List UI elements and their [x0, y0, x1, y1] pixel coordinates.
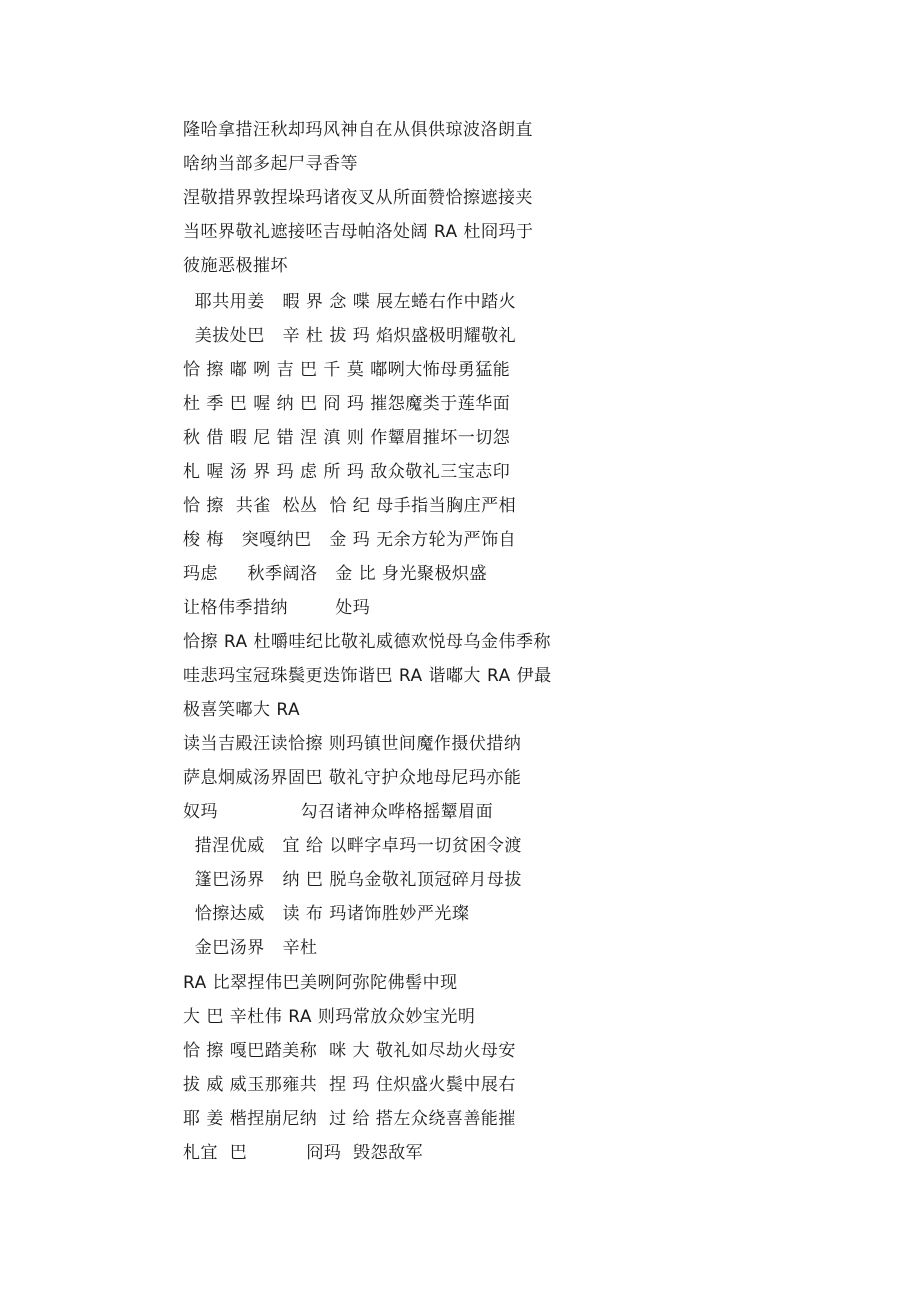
text-line: 啥纳当部多起尸寻香等 [183, 154, 358, 174]
text-line: 札宜 巴 冏玛 毁怨敌军 [183, 1143, 424, 1163]
text-line: 梭 梅 突嘎纳巴 金 玛 无余方轮为严饰自 [183, 530, 517, 550]
text-line: 恰擦 RA 杜嚼哇纪比敬礼威德欢悦母乌金伟季称 [183, 632, 552, 652]
text-line: 拔 威 威玉那雍共 捏 玛 住炽盛火鬓中展右 [183, 1075, 516, 1095]
text-line: 奴玛 勾召诸神众哗格摇颦眉面 [183, 802, 494, 822]
text-line: RA 比翠捏伟巴美咧阿弥陀佛髻中现 [183, 973, 458, 993]
text-line: 让格伟季措纳 处玛 [183, 598, 371, 618]
text-line: 措涅优威 宜 给 以畔字卓玛一切贫困令渡 [183, 836, 522, 856]
text-line: 耶共用姜 暇 界 念 喋 展左蜷右作中踏火 [183, 292, 517, 312]
text-line: 美拔处巴 辛 杜 拔 玛 焰炽盛极明耀敬礼 [183, 326, 517, 346]
text-line: 大 巴 辛杜伟 RA 则玛常放众妙宝光明 [183, 1007, 476, 1027]
text-line: 金巴汤界 辛杜 [183, 938, 318, 958]
text-line: 极喜笑嘟大 RA [183, 700, 301, 720]
text-line: 秋 借 暇 尼 错 涅 滇 则 作颦眉摧坏一切怨 [183, 428, 511, 448]
text-line: 彼施恶极摧坏 [183, 256, 288, 276]
text-line: 恰 擦 嘎巴踏美称 咪 大 敬礼如尽劫火母安 [183, 1041, 516, 1061]
text-line: 恰 擦 嘟 咧 吉 巴 千 莫 嘟咧大怖母勇猛能 [183, 360, 511, 380]
text-line: 哇悲玛宝冠珠鬓更迭饰谐巴 RA 谐嘟大 RA 伊最 [183, 666, 552, 686]
text-line: 耶 姜 楷捏崩尼纳 过 给 搭左众绕喜善能摧 [183, 1109, 516, 1129]
text-line: 读当吉殿汪读恰擦 则玛镇世间魔作摄伏措纳 [183, 734, 522, 754]
text-line: 恰擦达威 读 布 玛诸饰胜妙严光璨 [183, 904, 470, 924]
text-line: 涅敬措界敦捏垛玛诸夜叉从所面赞恰擦遮接夹 [183, 188, 533, 208]
text-line: 杜 季 巴 喔 纳 巴 冏 玛 摧怨魔类于莲华面 [183, 394, 511, 414]
text-line: 恰 擦 共雀 松丛 恰 纪 母手指当胸庄严相 [183, 496, 517, 516]
text-line: 萨息炯威汤界固巴 敬礼守护众地母尼玛亦能 [183, 768, 522, 788]
text-line: 篷巴汤界 纳 巴 脱乌金敬礼顶冠碎月母拔 [183, 870, 522, 890]
text-line: 当呸界敬礼遮接呸吉母帕洛处阔 RA 杜冏玛于 [183, 222, 534, 242]
text-line: 隆哈拿措汪秋却玛风神自在从俱供琼波洛朗直 [183, 120, 533, 140]
text-line: 札 喔 汤 界 玛 虑 所 玛 敌众敬礼三宝志印 [183, 462, 511, 482]
text-line: 玛虑 秋季阔洛 金 比 身光聚极炽盛 [183, 564, 488, 584]
